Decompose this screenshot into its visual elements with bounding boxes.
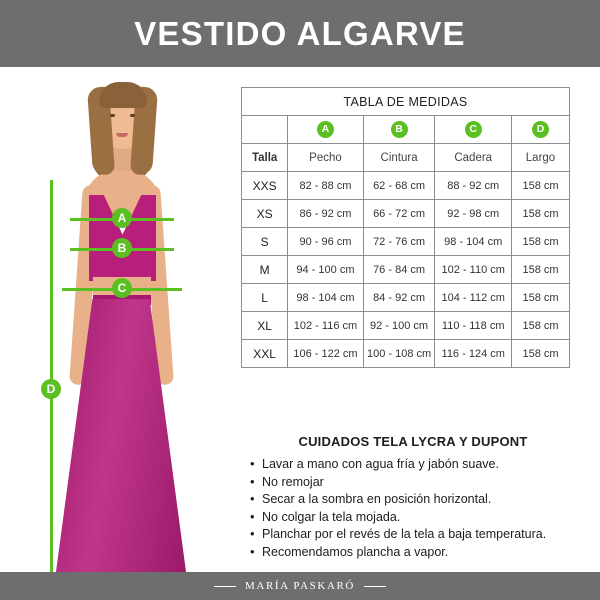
list-item: • No colgar la tela mojada. (248, 509, 578, 527)
cell-cadera: 88 - 92 cm (435, 172, 512, 200)
brand-name: MARÍA PASKARÓ (245, 580, 355, 592)
cell-cintura: 66 - 72 cm (363, 200, 435, 228)
list-item: • Lavar a mano con agua fría y jabón suave. (248, 456, 578, 474)
header-bar (0, 0, 600, 67)
care-title: CUIDADOS TELA LYCRA Y DUPONT (298, 434, 528, 449)
table-title: TABLA DE MEDIDAS (242, 88, 570, 116)
badge-b: B (391, 121, 408, 138)
header-largo: Largo (512, 144, 570, 172)
table-header-row (242, 144, 570, 172)
list-item: • No remojar (248, 474, 578, 492)
badge-cell-empty (242, 116, 288, 144)
cell-pecho: 90 - 96 cm (288, 228, 363, 256)
cell-cintura: 76 - 84 cm (363, 256, 435, 284)
list-item: • Planchar por el revés de la tela a baja temperatura. (248, 526, 578, 544)
page-title: VESTIDO ALGARVE (134, 15, 466, 52)
cell-largo: 158 cm (512, 172, 570, 200)
model-illustration (0, 67, 236, 572)
brand-rule-left-icon (214, 586, 236, 587)
cell-pecho: 106 - 122 cm (288, 340, 363, 368)
brand-rule-right-icon (364, 586, 386, 587)
measurements-table (241, 87, 570, 368)
table-title-row (242, 88, 570, 116)
hair-top-shape (99, 82, 147, 108)
header-cintura: Cintura (363, 144, 435, 172)
brand-logo (214, 580, 386, 592)
table-badge-row (242, 116, 570, 144)
marker-c-badge: C (112, 278, 132, 298)
cell-talla: XS (242, 200, 288, 228)
cell-talla: L (242, 284, 288, 312)
cell-cadera: 110 - 118 cm (435, 312, 512, 340)
header-pecho: Pecho (288, 144, 363, 172)
care-instructions-section (248, 434, 578, 561)
cell-talla: XXL (242, 340, 288, 368)
marker-b-badge: B (112, 238, 132, 258)
footer-bar (0, 572, 600, 600)
cell-cadera: 92 - 98 cm (435, 200, 512, 228)
cell-pecho: 98 - 104 cm (288, 284, 363, 312)
measurements-table-container (241, 87, 570, 368)
table-row (242, 312, 570, 340)
cell-talla: XXS (242, 172, 288, 200)
badge-cell-cintura (363, 116, 435, 144)
list-item: • Recomendamos plancha a vapor. (248, 544, 578, 562)
cell-largo: 158 cm (512, 200, 570, 228)
table-row (242, 228, 570, 256)
cell-largo: 158 cm (512, 256, 570, 284)
cell-largo: 158 cm (512, 340, 570, 368)
table-row (242, 256, 570, 284)
badge-c: C (465, 121, 482, 138)
cell-talla: M (242, 256, 288, 284)
list-item: • Secar a la sombra en posición horizontal. (248, 491, 578, 509)
cell-largo: 158 cm (512, 228, 570, 256)
table-row (242, 172, 570, 200)
cell-largo: 158 cm (512, 312, 570, 340)
badge-d: D (532, 121, 549, 138)
badge-cell-pecho (288, 116, 363, 144)
header-cadera: Cadera (435, 144, 512, 172)
marker-a-badge: A (112, 208, 132, 228)
left-eye-shape (110, 114, 115, 117)
cell-cadera: 98 - 104 cm (435, 228, 512, 256)
cell-cintura: 84 - 92 cm (363, 284, 435, 312)
cell-talla: S (242, 228, 288, 256)
cell-cintura: 100 - 108 cm (363, 340, 435, 368)
badge-cell-cadera (435, 116, 512, 144)
model-photo-panel (0, 67, 236, 572)
table-row (242, 200, 570, 228)
cell-cintura: 92 - 100 cm (363, 312, 435, 340)
cell-cadera: 102 - 110 cm (435, 256, 512, 284)
right-eye-shape (130, 114, 135, 117)
table-row (242, 340, 570, 368)
cell-cadera: 104 - 112 cm (435, 284, 512, 312)
cell-cintura: 72 - 76 cm (363, 228, 435, 256)
cell-pecho: 102 - 116 cm (288, 312, 363, 340)
cell-pecho: 86 - 92 cm (288, 200, 363, 228)
cell-talla: XL (242, 312, 288, 340)
table-row (242, 284, 570, 312)
header-talla: Talla (242, 144, 288, 172)
cell-cintura: 62 - 68 cm (363, 172, 435, 200)
cell-pecho: 82 - 88 cm (288, 172, 363, 200)
cell-largo: 158 cm (512, 284, 570, 312)
cell-cadera: 116 - 124 cm (435, 340, 512, 368)
care-list (248, 456, 578, 561)
cell-pecho: 94 - 100 cm (288, 256, 363, 284)
length-guide-line (50, 180, 53, 572)
marker-d-badge: D (41, 379, 61, 399)
badge-a: A (317, 121, 334, 138)
badge-cell-largo (512, 116, 570, 144)
